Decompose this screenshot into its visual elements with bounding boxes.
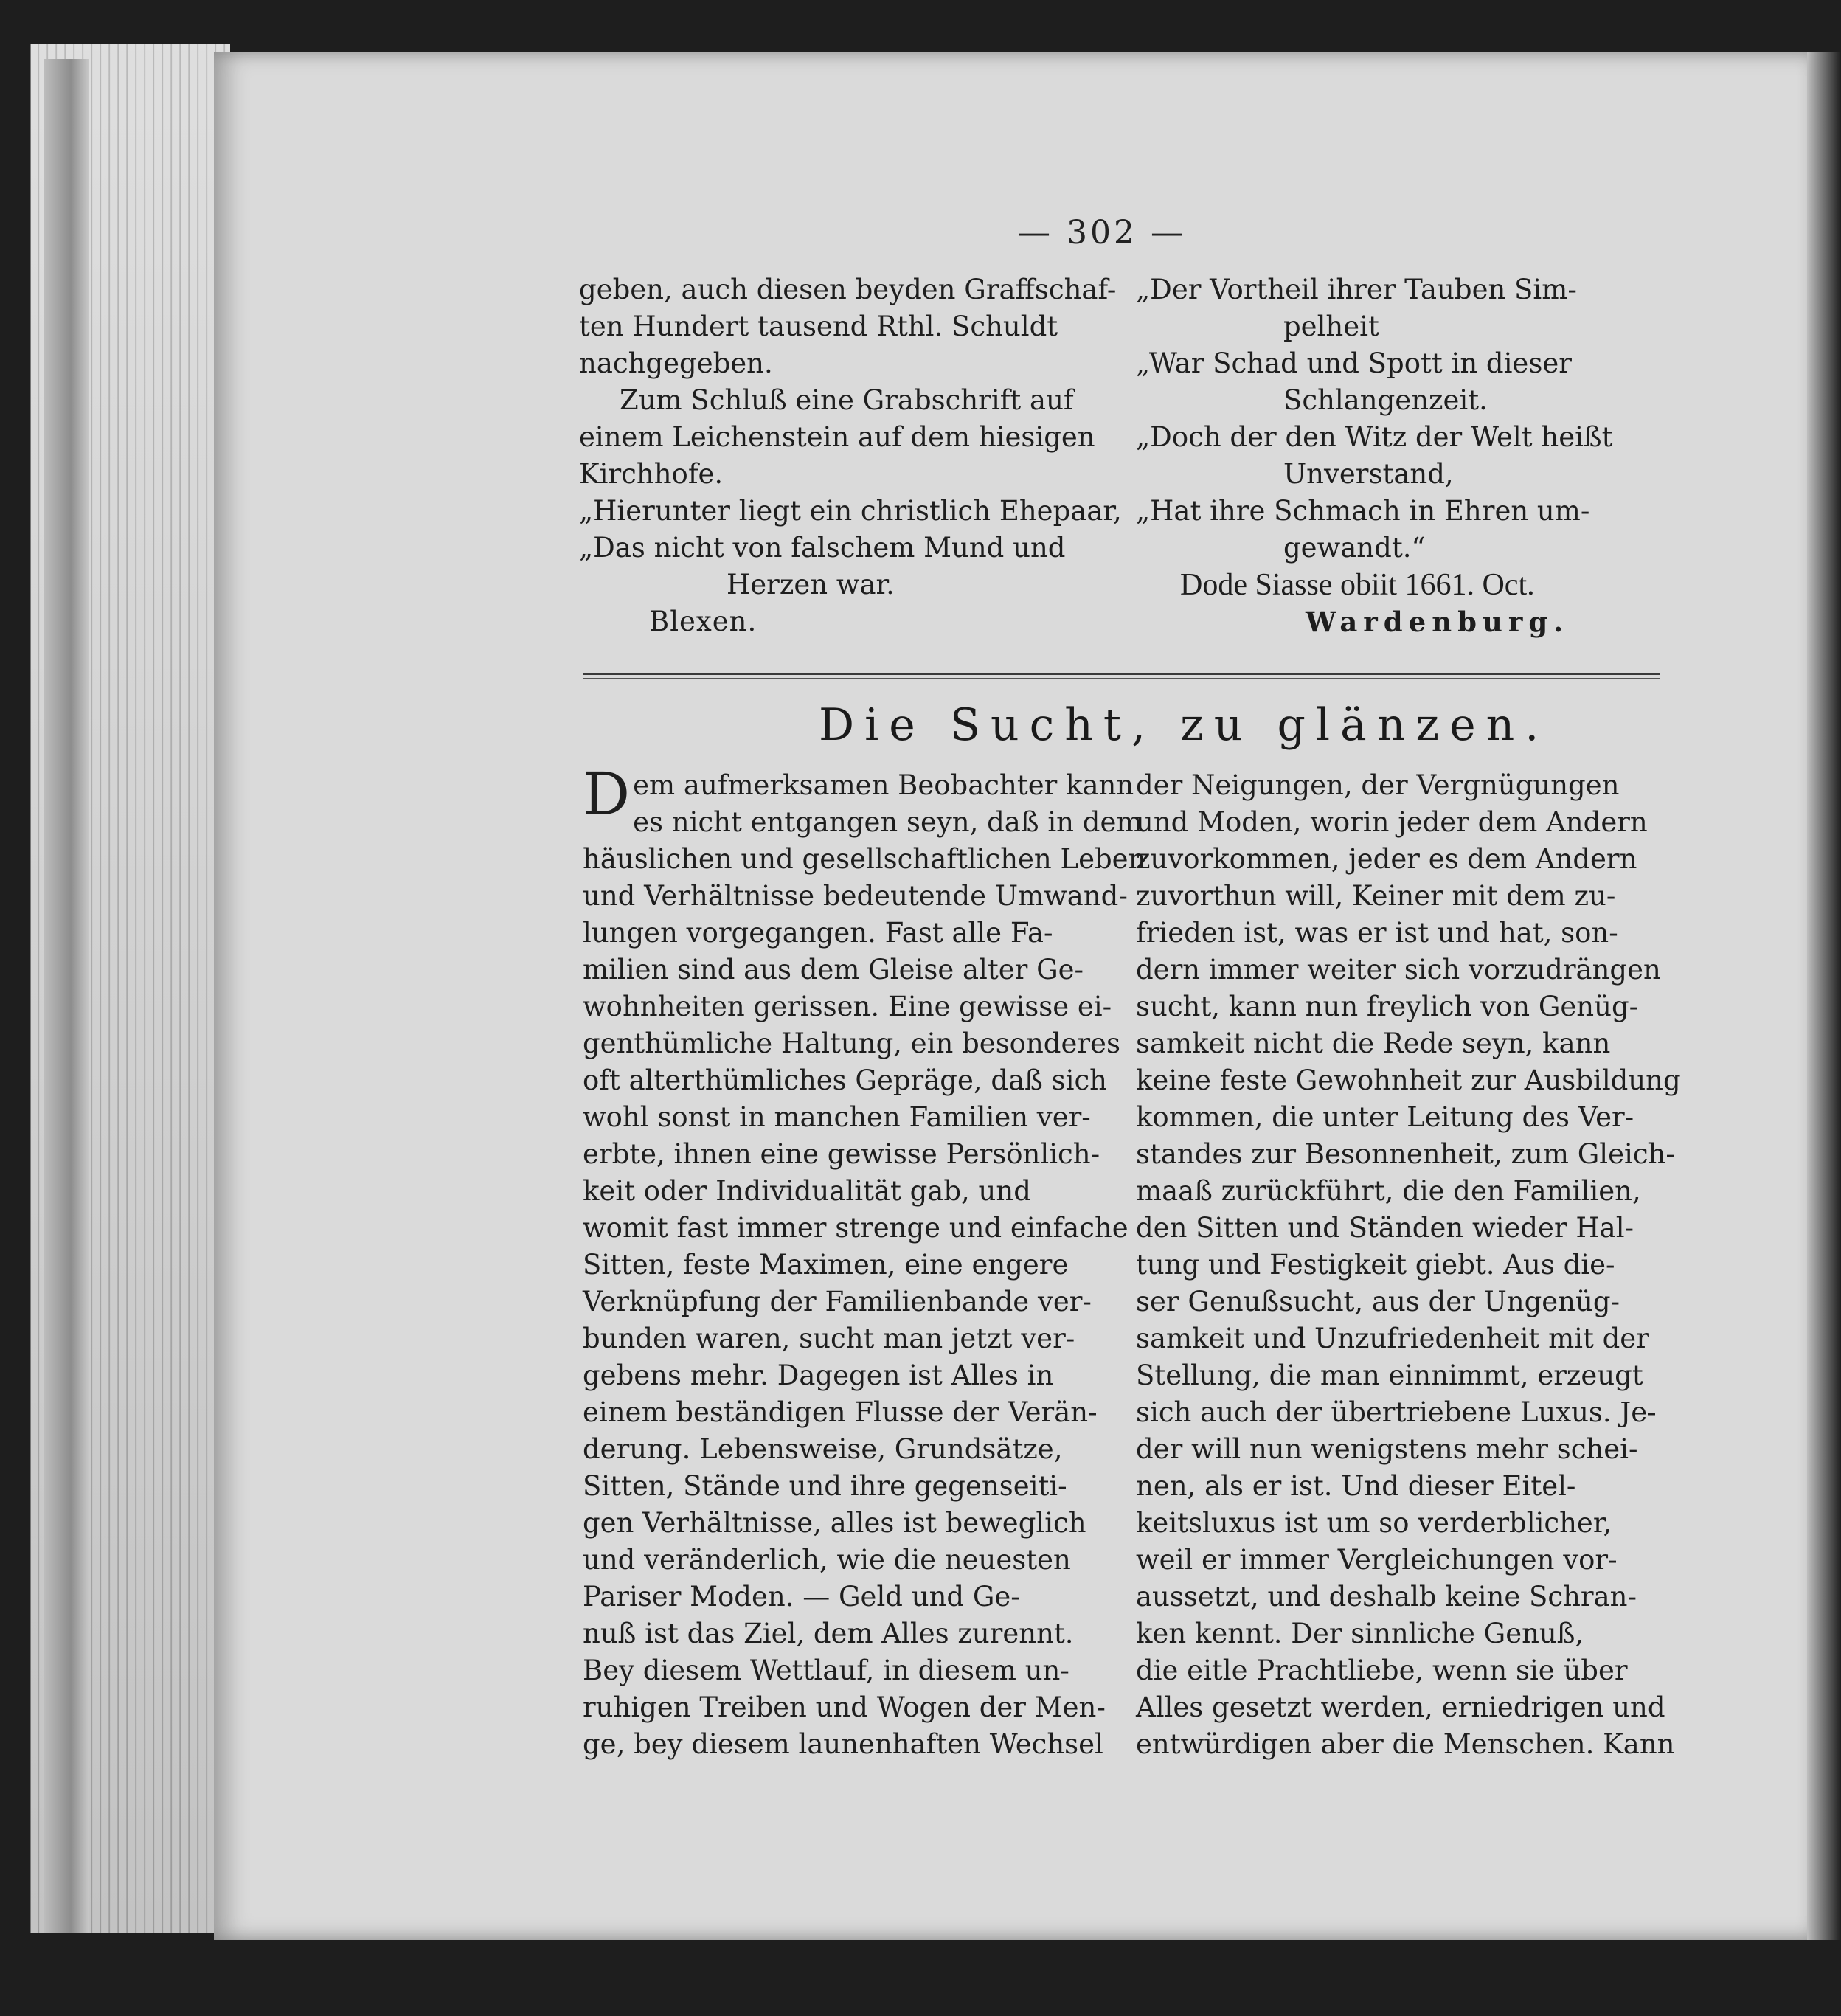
text-line: der Neigungen, der Vergnügungen <box>1136 769 1620 801</box>
text-line: bunden waren, sucht man jetzt ver- <box>583 1323 1075 1354</box>
text-line: nen, als er ist. Und dieser Eitel- <box>1136 1470 1576 1502</box>
text-line: keitsluxus ist um so verderblicher, <box>1136 1507 1612 1539</box>
text-line: ruhigen Treiben und Wogen der Men- <box>583 1691 1106 1723</box>
text-line: die eitle Prachtliebe, wenn sie über <box>1136 1655 1628 1686</box>
text-line: keit oder Individualität gab, und <box>583 1175 1031 1207</box>
text-line: maaß zurückführt, die den Familien, <box>1136 1175 1641 1207</box>
text-line: sucht, kann nun freylich von Genüg- <box>1136 991 1639 1022</box>
page-right-edge <box>1807 52 1841 1940</box>
text-line: keine feste Gewohnheit zur Ausbildung <box>1136 1064 1681 1096</box>
text-line: zuvorthun will, Keiner mit dem zu- <box>1136 880 1616 912</box>
epitaph-line: Schlangenzeit. <box>1283 384 1488 416</box>
epitaph-line: „War Schad und Spott in dieser <box>1136 347 1572 379</box>
text-line: Sitten, Stände und ihre gegenseiti- <box>583 1470 1067 1502</box>
text-line: Kirchhofe. <box>579 458 724 490</box>
text-line: em aufmerksamen Beobachter kann <box>633 769 1134 801</box>
text-line: ken kennt. Der sinnliche Genuß, <box>1136 1618 1584 1649</box>
text-line: und veränderlich, wie die neuesten <box>583 1544 1071 1576</box>
epitaph-line: „Hat ihre Schmach in Ehren um- <box>1136 495 1590 527</box>
text-line: womit fast immer strenge und einfache <box>583 1212 1128 1244</box>
epitaph-line: gewandt.“ <box>1283 532 1426 564</box>
text-line: lungen vorgegangen. Fast alle Fa- <box>583 917 1053 949</box>
text-line: Pariser Moden. — Geld und Ge- <box>583 1581 1020 1613</box>
text-line: nachgegeben. <box>579 347 773 379</box>
text-line: häuslichen und gesellschaftlichen Leben <box>583 843 1146 875</box>
text-line: standes zur Besonnenheit, zum Gleich- <box>1136 1138 1675 1170</box>
epitaph-line: „Hierunter liegt ein christlich Ehepaar, <box>579 495 1122 527</box>
article-title: Die Sucht, zu glänzen. <box>819 699 1550 751</box>
page-number: — 302 — <box>1018 214 1186 252</box>
epitaph-inscription: Dode Siasse obiit 1661. Oct. <box>1180 568 1535 602</box>
text-line: frieden ist, was er ist und hat, son- <box>1136 917 1618 949</box>
text-line: den Sitten und Ständen wieder Hal- <box>1136 1212 1634 1244</box>
text-line: einem Leichenstein auf dem hiesigen <box>579 421 1095 453</box>
place-name: Blexen. <box>649 606 757 637</box>
text-line: oft alterthümliches Gepräge, daß sich <box>583 1064 1108 1096</box>
text-line: ten Hundert tausend Rthl. Schuldt <box>579 311 1058 342</box>
signature: Wardenburg. <box>1306 606 1570 638</box>
text-line: ge, bey diesem launenhaften Wechsel <box>583 1728 1103 1760</box>
text-line: nuß ist das Ziel, dem Alles zurennt. <box>583 1618 1074 1649</box>
text-line: Zum Schluß eine Grabschrift auf <box>620 384 1074 416</box>
text-line: dern immer weiter sich vorzudrängen <box>1136 954 1661 986</box>
article-right-column <box>1136 767 1681 1763</box>
text-line: genthümliche Haltung, ein besonderes <box>583 1028 1120 1059</box>
epitaph-line: „Der Vortheil ihrer Tauben Sim- <box>1136 274 1577 305</box>
text-line: erbte, ihnen eine gewisse Persönlich- <box>583 1138 1100 1170</box>
drop-cap: D <box>583 760 631 828</box>
text-line: geben, auch diesen beyden Graffschaf- <box>579 274 1117 305</box>
epitaph-line: „Das nicht von falschem Mund und <box>579 532 1066 564</box>
text-line: zuvorkommen, jeder es dem Andern <box>1136 843 1637 875</box>
text-line: Bey diesem Wettlauf, in diesem un- <box>583 1655 1069 1686</box>
article-left-column <box>583 760 1146 1763</box>
top-left-column <box>579 271 1122 640</box>
text-line: entwürdigen aber die Menschen. Kann <box>1136 1728 1675 1760</box>
text-line: gen Verhältnisse, alles ist beweglich <box>583 1507 1086 1539</box>
top-right-column <box>1136 271 1667 640</box>
text-line: wohnheiten gerissen. Eine gewisse ei- <box>583 991 1112 1022</box>
text-line: milien sind aus dem Gleise alter Ge- <box>583 954 1084 986</box>
text-line: kommen, die unter Leitung des Ver- <box>1136 1101 1634 1133</box>
text-line: gebens mehr. Dagegen ist Alles in <box>583 1359 1054 1391</box>
section-divider-thin <box>583 678 1660 679</box>
text-line: tung und Festigkeit giebt. Aus die- <box>1136 1249 1615 1281</box>
text-line: aussetzt, und deshalb keine Schran- <box>1136 1581 1637 1613</box>
section-divider <box>583 673 1660 675</box>
text-line: ser Genußsucht, aus der Ungenüg- <box>1136 1286 1620 1317</box>
epitaph-line: Unverstand, <box>1283 458 1454 490</box>
text-line: Alles gesetzt werden, erniedrigen und <box>1136 1691 1665 1723</box>
text-line: und Moden, worin jeder dem Andern <box>1136 806 1648 838</box>
text-line: samkeit nicht die Rede seyn, kann <box>1136 1028 1611 1059</box>
text-line: einem beständigen Flusse der Verän- <box>583 1396 1098 1428</box>
text-line: wohl sonst in manchen Familien ver- <box>583 1101 1091 1133</box>
text-line: sich auch der übertriebene Luxus. Je- <box>1136 1396 1657 1428</box>
text-line: Sitten, feste Maximen, eine engere <box>583 1249 1069 1281</box>
text-line: es nicht entgangen seyn, daß in dem <box>633 806 1143 838</box>
text-line: Stellung, die man einnimmt, erzeugt <box>1136 1359 1643 1391</box>
book-spine-shadow <box>44 59 89 1933</box>
epitaph-line: Herzen war. <box>727 569 895 600</box>
text-line: weil er immer Vergleichungen vor- <box>1136 1544 1618 1576</box>
text-line: Verknüpfung der Familienbande ver- <box>583 1286 1092 1317</box>
epitaph-line: pelheit <box>1283 311 1379 342</box>
text-line: samkeit und Unzufriedenheit mit der <box>1136 1323 1649 1354</box>
text-line: der will nun wenigstens mehr schei- <box>1136 1433 1638 1465</box>
epitaph-line: „Doch der den Witz der Welt heißt <box>1136 421 1613 453</box>
text-line: und Verhältnisse bedeutende Umwand- <box>583 880 1128 912</box>
text-line: derung. Lebensweise, Grundsätze, <box>583 1433 1063 1465</box>
